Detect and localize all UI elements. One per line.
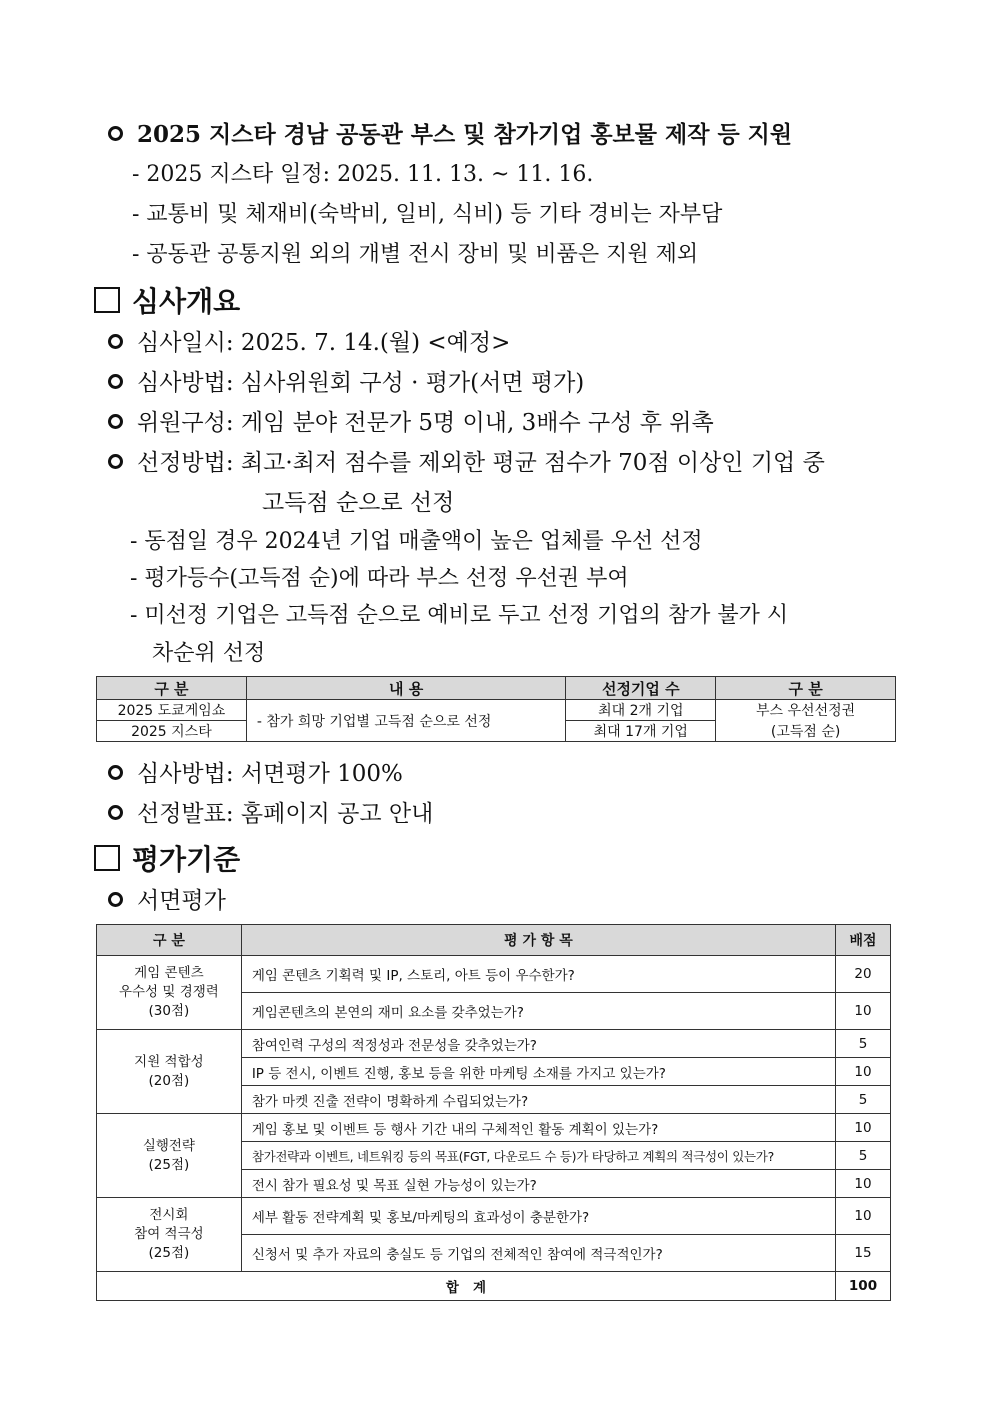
eval-item: 참여인력 구성의 적정성과 전문성을 갖추었는가? bbox=[241, 1030, 835, 1058]
circle-bullet-icon bbox=[108, 454, 123, 469]
eval-points: 20 bbox=[836, 956, 891, 993]
intro-dash-2: - 교통비 및 체재비(숙박비, 일비, 식비) 등 기타 경비는 자부담 bbox=[132, 202, 723, 227]
eval-points: 10 bbox=[836, 1170, 891, 1198]
header-note: 구 분 bbox=[716, 677, 896, 700]
total-points: 100 bbox=[836, 1272, 891, 1301]
header-category: 구 분 bbox=[97, 677, 247, 700]
eval-points: 5 bbox=[836, 1086, 891, 1114]
eval-item: 참가 마켓 진출 전략이 명확하게 수립되었는가? bbox=[241, 1086, 835, 1114]
eval-item: 신청서 및 추가 자료의 충실도 등 기업의 전체적인 참여에 적극적인가? bbox=[241, 1235, 835, 1272]
header-items: 평 가 항 목 bbox=[241, 925, 835, 956]
overview-item-method-2: 심사방법: 서면평가 100% bbox=[108, 755, 403, 788]
overview-dash-3: - 미선정 기업은 고득점 순으로 예비로 두고 선정 기업의 참가 불가 시 bbox=[130, 603, 789, 628]
table-header-row bbox=[97, 677, 896, 700]
overview-dash-2: - 평가등수(고득점 순)에 따라 부스 선정 우선권 부여 bbox=[130, 566, 629, 591]
eval-points: 10 bbox=[836, 993, 891, 1030]
category-execution-strategy: 실행전략 (25점) bbox=[97, 1114, 242, 1198]
row-gstar: 2025 지스타 bbox=[97, 721, 247, 742]
selection-table bbox=[96, 676, 896, 742]
eval-item: 세부 활동 전략계획 및 홍보/마케팅의 효과성이 충분한가? bbox=[241, 1198, 835, 1235]
eval-item: 게임 콘텐츠 기획력 및 IP, 스토리, 아트 등이 우수한가? bbox=[241, 956, 835, 993]
circle-bullet-icon bbox=[108, 334, 123, 349]
eval-item: IP 등 전시, 이벤트 진행, 홍보 등을 위한 마케팅 소재를 가지고 있는가? bbox=[241, 1058, 835, 1086]
intro-dash-3: - 공동관 공통지원 외의 개별 전시 장비 및 비품은 지원 제외 bbox=[132, 242, 699, 267]
overview-item-committee: 위원구성: 게임 분야 전문가 5명 이내, 3배수 구성 후 위촉 bbox=[108, 404, 714, 437]
eval-item: 전시 참가 필요성 및 목표 실현 가능성이 있는가? bbox=[241, 1170, 835, 1198]
checkbox-square-icon bbox=[94, 845, 120, 871]
category-exhibition-participation: 전시회 참여 적극성 (25점) bbox=[97, 1198, 242, 1272]
overview-dash-3-cont: 차순위 선정 bbox=[152, 641, 266, 666]
category-support-fit: 지원 적합성 (20점) bbox=[97, 1030, 242, 1114]
header-category: 구 분 bbox=[97, 925, 242, 956]
overview-item-announcement: 선정발표: 홈페이지 공고 안내 bbox=[108, 795, 433, 828]
circle-bullet-icon bbox=[108, 374, 123, 389]
circle-bullet-icon bbox=[108, 892, 123, 907]
evaluation-table bbox=[96, 924, 891, 1301]
evaluation-sub: 서면평가 bbox=[108, 882, 226, 915]
checkbox-square-icon bbox=[94, 287, 120, 313]
eval-points: 5 bbox=[836, 1142, 891, 1170]
row-tokyo-game-show: 2025 도쿄게임쇼 bbox=[97, 700, 247, 721]
overview-dash-1: - 동점일 경우 2024년 기업 매출액이 높은 업체를 우선 선정 bbox=[130, 529, 703, 554]
total-row bbox=[97, 1272, 891, 1301]
overview-item-selection: 선정방법: 최고·최저 점수를 제외한 평균 점수가 70점 이상인 기업 중 bbox=[108, 444, 825, 477]
intro-dash-1: - 2025 지스타 일정: 2025. 11. 13. ~ 11. 16. bbox=[132, 162, 594, 187]
circle-bullet-icon bbox=[108, 414, 123, 429]
circle-bullet-icon bbox=[108, 126, 123, 141]
eval-item: 게임 홍보 및 이벤트 등 행사 기간 내의 구체적인 활동 계획이 있는가? bbox=[241, 1114, 835, 1142]
section-title-evaluation-criteria: 평가기준 bbox=[94, 838, 240, 878]
eval-points: 15 bbox=[836, 1235, 891, 1272]
eval-points: 10 bbox=[836, 1058, 891, 1086]
header-content: 내 용 bbox=[246, 677, 566, 700]
overview-item-date: 심사일시: 2025. 7. 14.(월) <예정> bbox=[108, 324, 510, 357]
table-header-row bbox=[97, 925, 891, 956]
eval-points: 5 bbox=[836, 1030, 891, 1058]
circle-bullet-icon bbox=[108, 765, 123, 780]
total-label: 합 계 bbox=[97, 1272, 836, 1301]
table-row bbox=[97, 956, 891, 993]
overview-item-selection-cont: 고득점 순으로 선정 bbox=[262, 490, 455, 516]
eval-points: 10 bbox=[836, 1114, 891, 1142]
table-row bbox=[97, 1114, 891, 1142]
eval-points: 10 bbox=[836, 1198, 891, 1235]
intro-heading: 2025 지스타 경남 공동관 부스 및 참가기업 홍보물 제작 등 지원 bbox=[108, 116, 792, 149]
row-note-line2: (고득점 순) bbox=[716, 721, 896, 742]
header-points: 배점 bbox=[836, 925, 891, 956]
circle-bullet-icon bbox=[108, 805, 123, 820]
eval-item: 참가전략과 이벤트, 네트워킹 등의 목표(FGT, 다운로드 수 등)가 타당하고 계획의 적극성이 있는가? bbox=[241, 1142, 835, 1170]
row-gstar-count: 최대 17개 기업 bbox=[566, 721, 716, 742]
section-title-review-overview: 심사개요 bbox=[94, 280, 240, 320]
header-company-count: 선정기업 수 bbox=[566, 677, 716, 700]
row-tokyo-count: 최대 2개 기업 bbox=[566, 700, 716, 721]
category-content-quality: 게임 콘텐츠 우수성 및 경쟁력 (30점) bbox=[97, 956, 242, 1030]
row-note-line1: 부스 우선선정권 bbox=[716, 700, 896, 721]
eval-item: 게임콘텐츠의 본연의 재미 요소를 갖추었는가? bbox=[241, 993, 835, 1030]
table-row bbox=[97, 1030, 891, 1058]
table-row bbox=[97, 700, 896, 721]
overview-item-method: 심사방법: 심사위원회 구성 · 평가(서면 평가) bbox=[108, 364, 584, 397]
table-row bbox=[97, 1198, 891, 1235]
row-content: - 참가 희망 기업별 고득점 순으로 선정 bbox=[246, 700, 566, 742]
